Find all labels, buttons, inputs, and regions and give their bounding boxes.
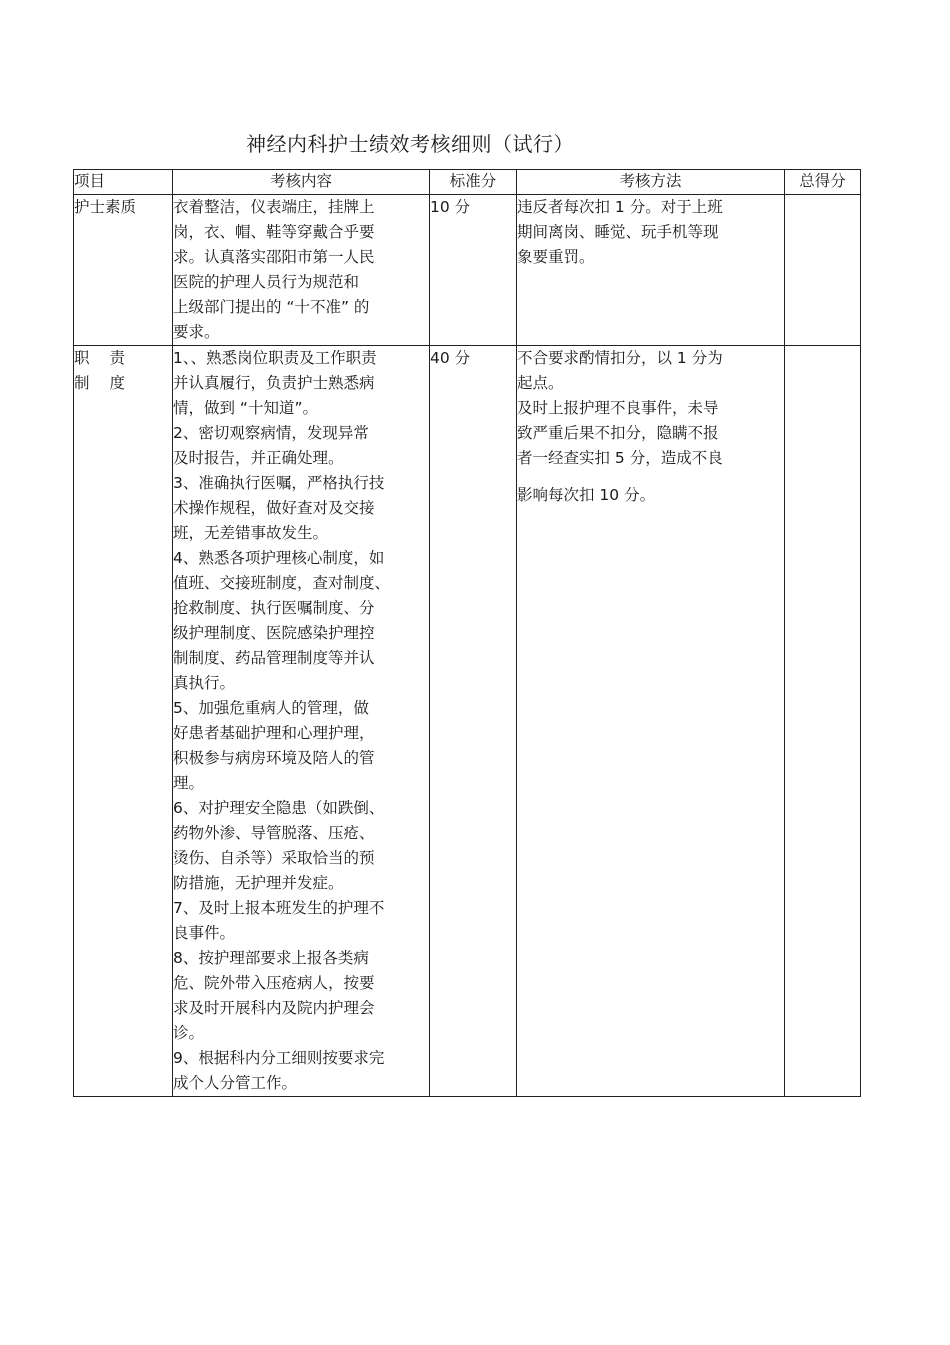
header-item: 项目 (74, 170, 173, 195)
standard-score-cell (430, 195, 517, 346)
content-cell (173, 195, 430, 346)
method-cell (517, 346, 785, 1097)
content-line: 衣着整洁，仪表端庄，挂牌上 (173, 198, 375, 216)
table-row (74, 195, 861, 346)
method-line: 不合要求酌情扣分，以 1 分为 (517, 349, 723, 367)
method-line: 者一经查实扣 5 分，造成不良 (517, 449, 723, 467)
content-line: 8、按护理部要求上报各类病 (173, 949, 369, 967)
content-line: 上级部门提出的 “十不准” 的 (173, 298, 370, 316)
content-line: 抢救制度、执行医嘱制度、分 (173, 599, 375, 617)
content-line: 防措施，无护理并发症。 (173, 874, 344, 892)
content-line: 真执行。 (173, 674, 236, 692)
method-line: 影响每次扣 10 分。 (517, 486, 656, 504)
content-line: 危、院外带入压疮病人，按要 (173, 974, 375, 992)
method-cell (517, 195, 785, 346)
assessment-table (73, 169, 861, 1097)
standard-score-cell (430, 346, 517, 1097)
content-line: 要求。 (173, 323, 220, 341)
content-line: 烫伤、自杀等）采取恰当的预 (173, 849, 375, 867)
content-line: 6、对护理安全隐患（如跌倒、 (173, 799, 385, 817)
method-line: 致严重后果不扣分，隐瞒不报 (517, 424, 719, 442)
header-method: 考核方法 (517, 170, 785, 195)
item-cell (74, 346, 173, 1097)
content-line: 术操作规程，做好查对及交接 (173, 499, 375, 517)
method-line: 违反者每次扣 1 分。对于上班 (517, 198, 723, 216)
content-line: 7、及时上报本班发生的护理不 (173, 899, 385, 917)
content-line: 9、根据科内分工细则按要求完 (173, 1049, 385, 1067)
content-line: 良事件。 (173, 924, 236, 942)
total-score-cell (785, 195, 861, 346)
header-content: 考核内容 (173, 170, 430, 195)
content-line: 药物外渗、导管脱落、压疮、 (173, 824, 375, 842)
item-text: 护士素质 (74, 198, 137, 216)
method-line: 象要重罚。 (517, 248, 595, 266)
content-line: 级护理制度、医院感染护理控 (173, 624, 375, 642)
content-line: 理。 (173, 774, 205, 792)
content-line: 5、加强危重病人的管理，做 (173, 699, 369, 717)
method-line: 起点。 (517, 374, 564, 392)
content-line: 医院的护理人员行为规范和 (173, 273, 360, 291)
content-line: 成个人分管工作。 (173, 1074, 298, 1092)
content-line: 1、、熟悉岗位职责及工作职责 (173, 349, 377, 367)
header-total: 总得分 (785, 170, 861, 195)
content-line: 值班、交接班制度，查对制度、 (173, 574, 391, 592)
content-line: 情，做到 “十知道”。 (173, 399, 318, 417)
content-line: 求及时开展科内及院内护理会 (173, 999, 375, 1017)
content-line: 积极参与病房环境及陪人的管 (173, 749, 375, 767)
item-text: 职责 (74, 349, 146, 367)
total-score-cell (785, 346, 861, 1097)
header-standard: 标准分 (430, 170, 517, 195)
content-line: 并认真履行，负责护士熟悉病 (173, 374, 375, 392)
content-line: 求。认真落实邵阳市第一人民 (173, 248, 375, 266)
content-line: 3、准确执行医嘱，严格执行技 (173, 474, 385, 492)
content-line: 班，无差错事故发生。 (173, 524, 329, 542)
item-text: 制度 (74, 374, 146, 392)
content-line: 及时报告，并正确处理。 (173, 449, 344, 467)
content-cell (173, 346, 430, 1097)
method-spacer (517, 471, 784, 483)
standard-score: 10 分 (430, 198, 471, 216)
method-line: 及时上报护理不良事件，未导 (517, 399, 719, 417)
method-line: 期间离岗、睡觉、玩手机等现 (517, 223, 719, 241)
header-row (74, 170, 861, 195)
table-row (74, 346, 861, 1097)
content-line: 诊。 (173, 1024, 205, 1042)
item-cell (74, 195, 173, 346)
document-title: 神经内科护士绩效考核细则（试行） (246, 132, 574, 156)
standard-score: 40 分 (430, 349, 471, 367)
content-line: 2、密切观察病情，发现异常 (173, 424, 369, 442)
content-line: 好患者基础护理和心理护理， (173, 724, 375, 742)
content-line: 岗，衣、帽、鞋等穿戴合乎要 (173, 223, 375, 241)
content-line: 4、熟悉各项护理核心制度，如 (173, 549, 385, 567)
content-line: 制制度、药品管理制度等并认 (173, 649, 375, 667)
